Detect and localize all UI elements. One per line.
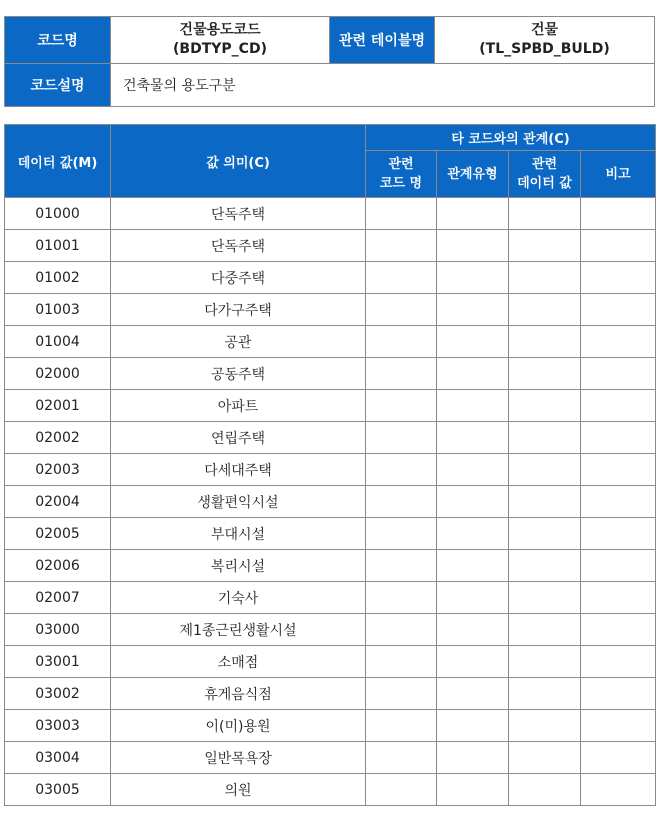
- code-value-cell: 02004: [5, 486, 111, 518]
- header-row-top: [5, 125, 656, 151]
- remark-cell: [581, 646, 656, 678]
- relation-type-cell: [437, 294, 509, 326]
- relation-type-cell: [437, 198, 509, 230]
- meaning-cell: 의원: [111, 774, 366, 806]
- related-data-line1: 관련: [531, 157, 558, 172]
- meaning-cell: 생활편익시설: [111, 486, 366, 518]
- meaning-cell: 단독주택: [111, 198, 366, 230]
- related-data-cell: [509, 262, 581, 294]
- related-data-cell: [509, 230, 581, 262]
- relation-type-cell: [437, 678, 509, 710]
- code-value-cell: 01004: [5, 326, 111, 358]
- code-values-table: [4, 124, 656, 806]
- table-row: [5, 294, 656, 326]
- remark-cell: [581, 710, 656, 742]
- code-value-cell: 02003: [5, 454, 111, 486]
- relation-type-cell: [437, 262, 509, 294]
- meta-row-code-name: [5, 17, 655, 64]
- remark-cell: [581, 422, 656, 454]
- related-data-cell: [509, 774, 581, 806]
- related-code-cell: [366, 582, 437, 614]
- code-value-cell: 02006: [5, 550, 111, 582]
- related-code-line2: 코드 명: [379, 176, 423, 191]
- meaning-cell: 단독주택: [111, 230, 366, 262]
- related-table-english: (TL_SPBD_BULD): [479, 41, 610, 57]
- table-row: [5, 390, 656, 422]
- related-data-cell: [509, 294, 581, 326]
- code-meta-table: [4, 16, 655, 107]
- table-row: [5, 262, 656, 294]
- related-data-cell: [509, 646, 581, 678]
- code-value-cell: 02001: [5, 390, 111, 422]
- column-header-relation-type: 관계유형: [437, 151, 509, 198]
- related-code-cell: [366, 262, 437, 294]
- remark-cell: [581, 358, 656, 390]
- related-code-cell: [366, 326, 437, 358]
- relation-type-cell: [437, 742, 509, 774]
- relation-type-cell: [437, 518, 509, 550]
- related-table-korean: 건물: [530, 22, 559, 38]
- code-value-cell: 01003: [5, 294, 111, 326]
- remark-cell: [581, 198, 656, 230]
- remark-cell: [581, 518, 656, 550]
- code-name-korean: 건물용도코드: [179, 22, 261, 38]
- meaning-cell: 기숙사: [111, 582, 366, 614]
- column-header-related-code: [366, 151, 437, 198]
- remark-cell: [581, 742, 656, 774]
- column-header-remark: 비고: [581, 151, 656, 198]
- related-code-line1: 관련: [388, 157, 414, 172]
- meaning-cell: 휴게음식점: [111, 678, 366, 710]
- relation-type-cell: [437, 422, 509, 454]
- table-row: [5, 454, 656, 486]
- code-value-cell: 02005: [5, 518, 111, 550]
- related-code-cell: [366, 550, 437, 582]
- remark-cell: [581, 486, 656, 518]
- table-row: [5, 774, 656, 806]
- related-data-cell: [509, 678, 581, 710]
- relation-type-cell: [437, 326, 509, 358]
- remark-cell: [581, 774, 656, 806]
- related-code-cell: [366, 358, 437, 390]
- relation-type-cell: [437, 646, 509, 678]
- meaning-cell: 연립주택: [111, 422, 366, 454]
- related-data-line2: 데이터 값: [517, 176, 572, 191]
- table-row: [5, 582, 656, 614]
- code-value-cell: 01002: [5, 262, 111, 294]
- related-data-cell: [509, 486, 581, 518]
- relation-type-cell: [437, 230, 509, 262]
- meaning-cell: 소매점: [111, 646, 366, 678]
- related-data-cell: [509, 742, 581, 774]
- related-code-cell: [366, 230, 437, 262]
- related-code-cell: [366, 198, 437, 230]
- related-data-cell: [509, 198, 581, 230]
- remark-cell: [581, 582, 656, 614]
- related-code-cell: [366, 678, 437, 710]
- remark-cell: [581, 550, 656, 582]
- related-data-cell: [509, 614, 581, 646]
- code-value-cell: 03000: [5, 614, 111, 646]
- remark-cell: [581, 262, 656, 294]
- code-value-cell: 03001: [5, 646, 111, 678]
- remark-cell: [581, 294, 656, 326]
- remark-cell: [581, 390, 656, 422]
- table-row: [5, 486, 656, 518]
- column-header-meaning: 값 의미(C): [111, 125, 366, 198]
- code-desc-value: 건축물의 용도구분: [111, 64, 655, 107]
- related-code-cell: [366, 390, 437, 422]
- code-value-cell: 03005: [5, 774, 111, 806]
- related-code-cell: [366, 294, 437, 326]
- meaning-cell: 아파트: [111, 390, 366, 422]
- meta-row-code-description: [5, 64, 655, 107]
- related-data-cell: [509, 422, 581, 454]
- table-row: [5, 614, 656, 646]
- table-row: [5, 742, 656, 774]
- code-value-cell: 01000: [5, 198, 111, 230]
- related-code-cell: [366, 614, 437, 646]
- related-code-cell: [366, 742, 437, 774]
- code-value-cell: 02007: [5, 582, 111, 614]
- remark-cell: [581, 614, 656, 646]
- related-data-cell: [509, 710, 581, 742]
- meaning-cell: 공관: [111, 326, 366, 358]
- column-header-value: 데이터 값(M): [5, 125, 111, 198]
- related-code-cell: [366, 486, 437, 518]
- relation-type-cell: [437, 486, 509, 518]
- code-rows: [5, 198, 656, 806]
- related-code-cell: [366, 774, 437, 806]
- code-name-label: 코드명: [5, 17, 111, 64]
- table-row: [5, 678, 656, 710]
- related-data-cell: [509, 390, 581, 422]
- code-value-cell: 02002: [5, 422, 111, 454]
- relation-type-cell: [437, 614, 509, 646]
- table-row: [5, 518, 656, 550]
- column-header-relation-group: 타 코드와의 관계(C): [366, 125, 656, 151]
- related-code-cell: [366, 646, 437, 678]
- meaning-cell: 부대시설: [111, 518, 366, 550]
- meaning-cell: 일반목욕장: [111, 742, 366, 774]
- related-table-label: 관련 테이블명: [330, 17, 435, 64]
- related-data-cell: [509, 518, 581, 550]
- related-data-cell: [509, 454, 581, 486]
- relation-type-cell: [437, 390, 509, 422]
- related-code-cell: [366, 422, 437, 454]
- meaning-cell: 제1종근린생활시설: [111, 614, 366, 646]
- relation-type-cell: [437, 774, 509, 806]
- remark-cell: [581, 230, 656, 262]
- code-value-cell: 03002: [5, 678, 111, 710]
- table-row: [5, 550, 656, 582]
- relation-type-cell: [437, 582, 509, 614]
- meaning-cell: 다세대주택: [111, 454, 366, 486]
- code-name-value: [111, 17, 330, 64]
- table-row: [5, 646, 656, 678]
- code-desc-label: 코드설명: [5, 64, 111, 107]
- table-row: [5, 710, 656, 742]
- code-value-cell: 03004: [5, 742, 111, 774]
- meaning-cell: 다가구주택: [111, 294, 366, 326]
- table-row: [5, 326, 656, 358]
- remark-cell: [581, 678, 656, 710]
- code-value-cell: 01001: [5, 230, 111, 262]
- table-row: [5, 358, 656, 390]
- related-data-cell: [509, 358, 581, 390]
- meaning-cell: 공동주택: [111, 358, 366, 390]
- remark-cell: [581, 326, 656, 358]
- meaning-cell: 이(미)용원: [111, 710, 366, 742]
- code-name-english: (BDTYP_CD): [173, 41, 267, 57]
- table-row: [5, 422, 656, 454]
- meaning-cell: 복리시설: [111, 550, 366, 582]
- code-value-cell: 02000: [5, 358, 111, 390]
- related-data-cell: [509, 550, 581, 582]
- relation-type-cell: [437, 454, 509, 486]
- related-code-cell: [366, 454, 437, 486]
- remark-cell: [581, 454, 656, 486]
- code-value-cell: 03003: [5, 710, 111, 742]
- related-code-cell: [366, 518, 437, 550]
- table-row: [5, 198, 656, 230]
- table-row: [5, 230, 656, 262]
- related-data-cell: [509, 582, 581, 614]
- related-code-cell: [366, 710, 437, 742]
- relation-type-cell: [437, 358, 509, 390]
- relation-type-cell: [437, 710, 509, 742]
- meaning-cell: 다중주택: [111, 262, 366, 294]
- related-data-cell: [509, 326, 581, 358]
- related-table-value: [435, 17, 655, 64]
- column-header-related-data: [509, 151, 581, 198]
- relation-type-cell: [437, 550, 509, 582]
